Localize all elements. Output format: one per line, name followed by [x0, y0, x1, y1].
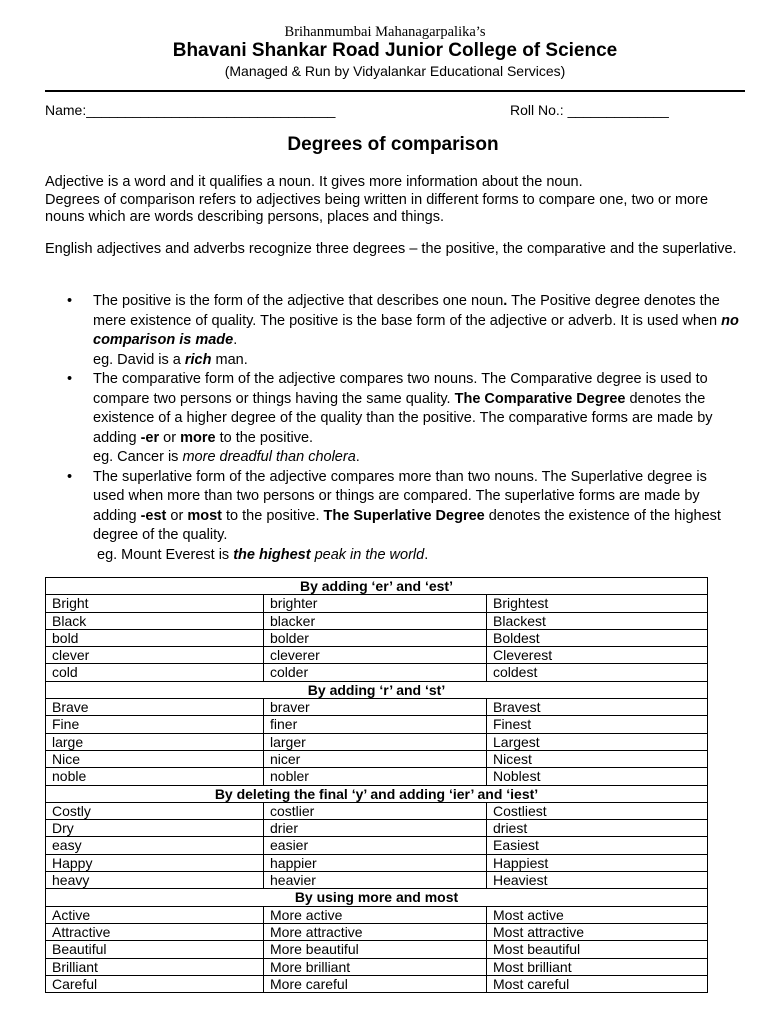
superlative-text-3: denotes the existence of the highest degree of the quality. [93, 507, 721, 543]
table-row [46, 837, 708, 854]
corporation-name: Brihanmumbai Mahanagarpalika’s [284, 24, 486, 40]
table-row [46, 923, 708, 940]
positive-cell: Bright [46, 595, 264, 612]
positive-emphasis: no comparison is made [93, 312, 739, 348]
page-title: Degrees of comparison [287, 134, 499, 155]
comparative-example-end: . [355, 449, 360, 465]
positive-cell: Fine [46, 716, 264, 733]
positive-cell: Careful [46, 975, 264, 992]
comparative-cell: blacker [264, 612, 487, 629]
table-row [46, 647, 708, 664]
superlative-cell: driest [487, 820, 708, 837]
table-row [46, 595, 708, 612]
superlative-example: eg. Mount Everest is [97, 546, 234, 563]
superlative-bold: The Superlative Degree [323, 507, 485, 524]
table-section-heading: By using more and most [46, 889, 708, 906]
comparative-cell: More brilliant [264, 958, 487, 975]
superlative-cell: Brightest [487, 595, 708, 612]
positive-cell: Black [46, 612, 264, 629]
superlative-cell: Boldest [487, 629, 708, 646]
positive-cell: Beautiful [46, 941, 264, 958]
positive-cell: Brave [46, 699, 264, 716]
positive-cell: bold [46, 629, 264, 646]
superlative-cell: Most active [487, 906, 708, 923]
positive-text-2: The Positive degree denotes the mere existence of quality. The positive is the base form of the adjective or adverb. It is used when [93, 293, 722, 329]
bullet-icon: • [67, 468, 73, 485]
superlative-text-2: to the positive. [221, 507, 324, 524]
bullet-icon: • [67, 371, 73, 387]
comparative-cell: finer [264, 716, 487, 733]
table-row [46, 733, 708, 750]
superlative-cell: Easiest [487, 837, 708, 854]
positive-text: The positive is the form of the adjective that describes one noun [93, 293, 504, 309]
positive-cell: clever [46, 647, 264, 664]
comparative-cell: braver [264, 699, 487, 716]
comparative-suffix-er: -er [140, 429, 160, 446]
superlative-cell: Costliest [487, 802, 708, 819]
table-row [46, 872, 708, 889]
superlative-cell: Nicest [487, 750, 708, 767]
name-field [45, 102, 335, 118]
comparison-table [45, 577, 708, 993]
table-row [46, 699, 708, 716]
table-section-heading-row [46, 578, 708, 595]
comparative-text-2: denotes the existence of a higher degree of the quality than the positive. The comparative forms are made by adding [93, 390, 713, 446]
superlative-cell: Bravest [487, 699, 708, 716]
comparative-or: or [159, 429, 181, 446]
intro-paragraph [45, 174, 740, 227]
superlative-cell: Cleverest [487, 647, 708, 664]
comparative-cell: happier [264, 854, 487, 871]
positive-cell: cold [46, 664, 264, 681]
superlative-most: most [187, 507, 222, 524]
table-row [46, 854, 708, 871]
table-section-heading-row [46, 785, 708, 802]
comparative-text: The comparative form of the adjective compares two nouns. The Comparative degree is used to compare two persons or things having the same quality. [93, 371, 708, 407]
comparative-cell: colder [264, 664, 487, 681]
comparative-cell: heavier [264, 872, 487, 889]
positive-example: eg. David is a [93, 351, 185, 368]
superlative-example-italic: peak in the world [310, 546, 425, 563]
comparative-cell: More beautiful [264, 941, 487, 958]
superlative-cell: Most brilliant [487, 958, 708, 975]
table-section-heading: By deleting the final ‘y’ and adding ‘ier’ and ‘iest’ [46, 785, 708, 802]
superlative-cell: Finest [487, 716, 708, 733]
table-row [46, 802, 708, 819]
superlative-suffix-est: -est [140, 507, 167, 524]
table-row [46, 941, 708, 958]
name-line: ________________________________ [86, 102, 336, 118]
positive-cell: Brilliant [46, 958, 264, 975]
positive-cell: large [46, 733, 264, 750]
superlative-cell: Most careful [487, 975, 708, 992]
comparative-cell: brighter [264, 595, 487, 612]
comparative-example-italic: more dreadful than cholera [182, 449, 356, 465]
superlative-cell: Most beautiful [487, 941, 708, 958]
comparative-cell: cleverer [264, 647, 487, 664]
comparative-example: eg. Cancer is [93, 449, 183, 465]
table-section-heading-row [46, 889, 708, 906]
superlative-text: The superlative form of the adjective compares more than two nouns. The Superlative degree is used when more than two persons or things are compared. The superlative forms are made by adding [93, 468, 707, 524]
table-section-heading: By adding ‘er’ and ‘est’ [46, 578, 708, 595]
list-item-positive [45, 292, 740, 370]
roll-line: _____________ [567, 102, 669, 118]
comparative-cell: costlier [264, 802, 487, 819]
roll-label: Roll No.: [510, 102, 564, 118]
superlative-cell: Noblest [487, 768, 708, 785]
table-row [46, 768, 708, 785]
header-divider [45, 90, 745, 92]
comparative-cell: drier [264, 820, 487, 837]
comparative-text-3: to the positive. [215, 429, 314, 446]
bullet-icon: • [67, 293, 73, 309]
list-item-comparative [45, 370, 740, 468]
positive-cell: easy [46, 837, 264, 854]
table-row [46, 750, 708, 767]
comparative-cell: More careful [264, 975, 487, 992]
positive-cell: Costly [46, 802, 264, 819]
roll-field [510, 102, 669, 118]
comparative-cell: More attractive [264, 923, 487, 940]
positive-cell: Nice [46, 750, 264, 767]
college-name: Bhavani Shankar Road Junior College of Science [172, 40, 618, 61]
table-row [46, 958, 708, 975]
positive-cell: Happy [46, 854, 264, 871]
comparative-more: more [180, 429, 216, 446]
table-section-heading: By adding ‘r’ and ‘st’ [46, 681, 708, 698]
superlative-example-emphasis: the highest [233, 546, 311, 563]
table-row [46, 820, 708, 837]
positive-example-end: man. [211, 351, 248, 368]
intro-line-1: Adjective is a word and it qualifies a noun. It gives more information about the noun. [45, 174, 583, 190]
comparative-cell: More active [264, 906, 487, 923]
table-row [46, 629, 708, 646]
comparative-cell: nobler [264, 768, 487, 785]
superlative-cell: Blackest [487, 612, 708, 629]
table-row [46, 612, 708, 629]
comparative-bold: The Comparative Degree [454, 390, 626, 407]
comparative-cell: easier [264, 837, 487, 854]
table-row [46, 664, 708, 681]
managed-by: (Managed & Run by Vidyalankar Educational Services) [224, 63, 566, 79]
superlative-cell: Largest [487, 733, 708, 750]
degrees-paragraph: English adjectives and adverbs recognize three degrees – the positive, the comparative and the superlative. [45, 241, 737, 257]
table-row [46, 716, 708, 733]
superlative-cell: Happiest [487, 854, 708, 871]
name-label: Name: [45, 102, 87, 118]
positive-text-3: . [233, 332, 238, 348]
superlative-example-end: . [424, 546, 429, 563]
comparative-cell: nicer [264, 750, 487, 767]
positive-cell: Dry [46, 820, 264, 837]
positive-cell: noble [46, 768, 264, 785]
superlative-cell: Most attractive [487, 923, 708, 940]
positive-cell: heavy [46, 872, 264, 889]
list-item-superlative [45, 468, 740, 566]
table-section-heading-row [46, 681, 708, 698]
comparative-cell: bolder [264, 629, 487, 646]
positive-period: . [503, 293, 508, 309]
superlative-cell: coldest [487, 664, 708, 681]
positive-cell: Attractive [46, 923, 264, 940]
positive-cell: Active [46, 906, 264, 923]
comparative-cell: larger [264, 733, 487, 750]
superlative-cell: Heaviest [487, 872, 708, 889]
table-row [46, 906, 708, 923]
degree-bullet-list [45, 292, 740, 565]
superlative-or: or [166, 507, 188, 524]
positive-example-emphasis: rich [184, 351, 212, 368]
table-row [46, 975, 708, 992]
intro-line-2: Degrees of comparison refers to adjectives being written in different forms to compare one, two or more nouns which are words describing persons, places and things. [45, 191, 709, 225]
